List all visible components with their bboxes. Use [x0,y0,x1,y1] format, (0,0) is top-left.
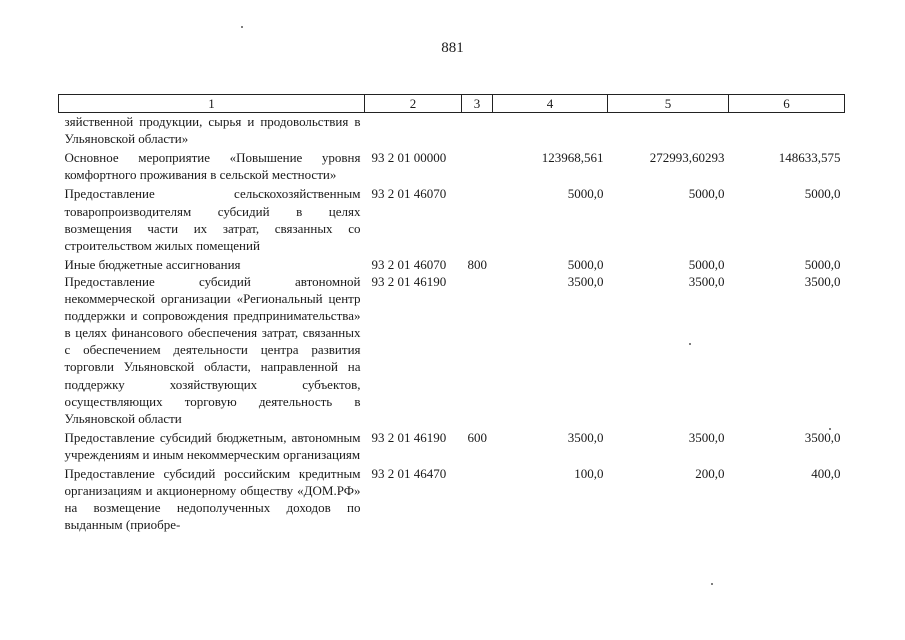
row-value-col6: 5000,0 [804,256,841,272]
row-value-col5: 5000,0 [688,186,725,202]
row-target-code: 93 2 01 46470 [371,465,447,481]
column-header-4: 4 [493,95,608,113]
row-name: Предоставление субсидий российским кредитным организациям и акционерному обществу «ДОМ.РФ» на возмещение недополученных доходов по выданным (приобре- [64,465,361,533]
row-value-col5: 200,0 [695,465,725,481]
table-row [59,147,845,183]
row-expense-type [462,183,493,253]
column-header-3: 3 [462,95,493,113]
row-name: Иные бюджетные ассигнования [64,256,241,272]
table-row [59,254,845,273]
scan-speck [241,26,243,28]
row-expense-type: 600 [467,429,487,445]
row-name: Предоставление сельскохозяйственным товаропроизводителям субсидий в целях возмещения части их затрат, связанных со строительством жилых помещений [64,186,361,253]
scan-speck [711,583,713,585]
row-value-col4 [493,113,608,148]
budget-table [58,94,845,533]
row-value-col5: 3500,0 [688,429,725,445]
row-target-code: 93 2 01 46190 [371,273,447,289]
row-target-code: 93 2 01 46190 [371,429,447,445]
row-value-col4: 5000,0 [567,186,604,202]
row-value-col6: 400,0 [811,465,841,481]
scan-speck [689,343,691,345]
row-expense-type [462,147,493,183]
table-row [59,183,845,253]
row-target-code [365,113,462,148]
row-value-col5: 3500,0 [688,273,725,289]
row-name: зяйственной продукции, сырья и продовольствия в Ульяновской области» [64,114,361,147]
table-row [59,113,845,148]
row-target-code: 93 2 01 46070 [371,256,447,272]
table-row [59,427,845,463]
row-value-col4: 5000,0 [567,256,604,272]
row-expense-type [462,113,493,148]
scan-speck [829,428,831,430]
row-name: Предоставление субсидий бюджетным, автономным учреждениям и иным некоммерческим организациям [64,429,361,462]
row-value-col4: 123968,561 [541,150,604,166]
row-value-col5: 5000,0 [688,256,725,272]
row-expense-type [462,273,493,427]
row-value-col6: 5000,0 [804,186,841,202]
row-value-col6 [729,113,845,148]
row-value-col5: 272993,60293 [649,150,725,166]
table-header-row [59,95,845,113]
table-row [59,273,845,427]
row-expense-type [462,463,493,533]
row-value-col5 [608,113,729,148]
row-name: Предоставление субсидий автономной некоммерческой организации «Региональный центр поддержки и сопровождения предпринимательства» в целях финансового обеспечения затрат, связанных с обеспечением деятельности центра развития торговли Ульяновской области, направленной на поддержку хозяйствующих субъектов, осуществляющих торговую деятельность в Ульяновской области [64,273,361,426]
page-number: 881 [441,40,464,56]
row-value-col4: 3500,0 [567,273,604,289]
column-header-5: 5 [608,95,729,113]
row-value-col4: 100,0 [574,465,604,481]
column-header-6: 6 [729,95,845,113]
row-name: Основное мероприятие «Повышение уровня комфортного проживания в сельской местности» [64,150,361,183]
row-value-col6: 148633,575 [778,150,841,166]
row-target-code: 93 2 01 00000 [371,150,447,166]
table-row [59,463,845,533]
row-value-col6: 3500,0 [804,273,841,289]
row-target-code: 93 2 01 46070 [371,186,447,202]
row-expense-type: 800 [467,256,487,272]
row-value-col6: 3500,0 [804,429,841,445]
column-header-2: 2 [365,95,462,113]
column-header-1: 1 [59,95,365,113]
row-value-col4: 3500,0 [567,429,604,445]
